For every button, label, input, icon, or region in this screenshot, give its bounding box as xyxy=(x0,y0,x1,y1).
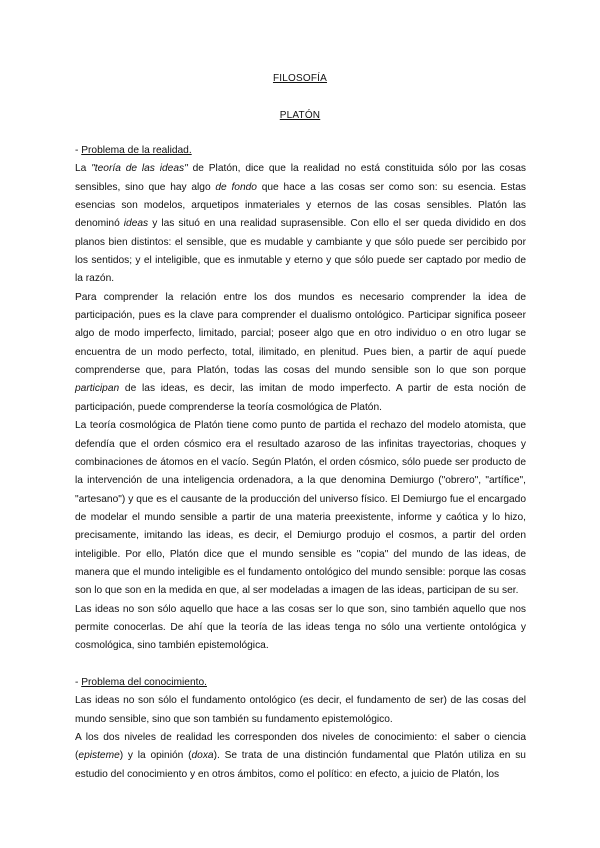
italic-run: participan xyxy=(75,383,120,395)
text-run: de Platón, dice que la realidad no está constituida sólo por las cosas sensibles, sino que hay algo xyxy=(75,163,526,193)
text-run: y las situó en una realidad suprasensible. Con ello el ser queda dividido en dos planos bien distintos: el sensible, que es mudable y cambiante y que sólo puede ser percibido por los sentidos; y el inteligible, que es inmutable y eterno y que sólo puede ser captado por medio de la razón. xyxy=(75,218,527,285)
text-run: que hace a las cosas ser como son: su esencia. Estas esencias son modelos, arquetipos inmateriales y eternos de las cosas sensibles. Platón las denominó xyxy=(75,181,527,230)
paragraph xyxy=(75,692,526,729)
section-dash: - xyxy=(75,676,82,688)
section-heading-realidad xyxy=(75,142,526,160)
paragraph xyxy=(75,289,526,417)
text-run: Las ideas no son sólo el fundamento ontológico (es decir, el fundamento de ser) de las cosas del mundo sensible, sino que son también su fundamento epistemológico. xyxy=(75,695,526,725)
paragraph xyxy=(75,729,526,784)
text-run: Para comprender la relación entre los dos mundos es necesario comprender la idea de participación, pues es la clave para comprender el dualismo ontológico. Participar significa poseer algo de modo imperfecto, limitado, parcial; poseer algo que en otro individuo o en otro lugar se encuentra de un modo perfecto, total, ilimitado, en plenitud. Pues bien, a partir de aquí puede comprenderse que, para Platón, todas las cosas del mundo sensible son lo que son porque xyxy=(75,291,526,377)
text-run: ) y la opinión ( xyxy=(119,750,192,762)
italic-run: de fondo xyxy=(215,181,257,193)
text-run: de las ideas, es decir, las imitan de modo imperfecto. A partir de esta noción de participación, puede comprenderse la teoría cosmológica de Platón. xyxy=(75,383,526,413)
document-subtitle: PLATÓN xyxy=(279,110,321,121)
spacer xyxy=(75,656,526,674)
document-body xyxy=(75,142,526,784)
section-dash: - xyxy=(75,145,82,156)
italic-run: "teoría de las ideas" xyxy=(91,163,188,175)
section-title: Problema de la realidad. xyxy=(81,145,192,156)
document-title: FILOSOFÍA xyxy=(272,73,328,84)
italic-run: ideas xyxy=(123,218,149,230)
paragraph xyxy=(75,160,526,288)
text-run: A los dos niveles de realidad les corresponden dos niveles de conocimiento: el saber o ciencia ( xyxy=(75,732,526,762)
italic-run: doxa xyxy=(191,750,214,762)
text-run: ). Se trata de una distinción fundamental que Platón utiliza en su estudio del conocimiento y en otros ámbitos, como el político: en efecto, a juicio de Platón, los xyxy=(75,750,526,780)
italic-run: episteme xyxy=(78,750,120,762)
paragraph xyxy=(75,601,526,656)
paragraph xyxy=(75,417,526,600)
text-run: La xyxy=(75,163,92,175)
section-title: Problema del conocimiento. xyxy=(81,676,207,688)
text-run: La teoría cosmológica de Platón tiene como punto de partida el rechazo del modelo atomista, que defendía que el orden cósmico era el resultado azaroso de las infinitas trayectorias, choques y combinaciones de átomos en el vacío. Según Platón, el orden cósmico, sólo puede ser producto de la intervención de una inteligencia ordenadora, a la que denomina Demiurgo ("obrero", "artífice", "artesano") y que es el causante de la producción del universo físico. El Demiurgo fue el encargado de modelar el mundo sensible a partir de una materia preexistente, informe y caótica y lo hizo, precisamente, imitando las ideas, es decir, el Demiurgo produjo el cosmos, a partir del orden inteligible. Por ello, Platón dice que el mundo sensible es "copia" del mundo de las ideas, de manera que el mundo inteligible es el fundamento ontológico del mundo sensible: porque las cosas son lo que son en la medida en que, al ser modeladas a imagen de las ideas, participan de su ser. xyxy=(75,420,526,597)
section-heading-conocimiento xyxy=(75,674,526,692)
text-run: Las ideas no son sólo aquello que hace a las cosas ser lo que son, sino también aquello que nos permite conocerlas. De ahí que la teoría de las ideas tenga no sólo una vertiente ontológica y cosmológica, sino también epistemológica. xyxy=(75,603,526,652)
